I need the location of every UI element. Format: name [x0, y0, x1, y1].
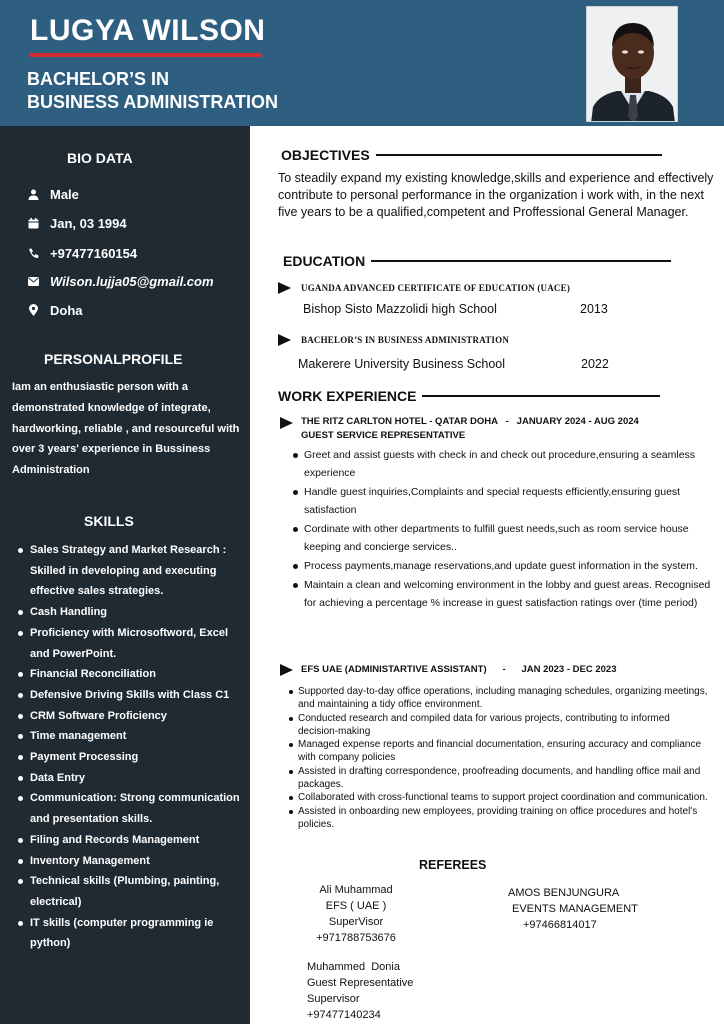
referee-role: SuperVisor [328, 916, 384, 928]
education-qualification: BACHELOR’S IN BUSINESS ADMINISTRATION [301, 335, 510, 345]
bio-birthdate [26, 213, 127, 233]
education-heading-label: EDUCATION [283, 253, 366, 269]
job-ritz-header [280, 415, 639, 443]
referee-name: AMOS BENJUNGURA [508, 887, 620, 899]
duty-item: Assisted in onboarding new employees, providing training on office procedures and hotel's policies. [288, 805, 708, 832]
objectives-text: To steadily expand my existing knowledge,skills and experience and effectively contribute to personal performance in the organization i work with, in the next five years to be a qualified,competent and Proffessional General Manager. [278, 171, 714, 219]
portrait-image [587, 7, 678, 122]
referee-3 [307, 959, 413, 1023]
heading-rule [422, 395, 660, 397]
skill-item: Inventory Management [16, 851, 244, 872]
skill-item: Payment Processing [16, 747, 244, 768]
referee-phone: +971788753676 [316, 932, 396, 944]
skill-item: Sales Strategy and Market Research : Skilled in developing and executing effective sales strategies. [16, 540, 244, 602]
work-experience-heading [278, 388, 660, 404]
degree-line-1: BACHELOR’S IN [27, 69, 170, 89]
education-school: Makerere University Business School [298, 357, 506, 371]
referee-2 [508, 885, 638, 933]
job-title [301, 663, 617, 677]
bio-location [26, 300, 83, 320]
personal-profile-text: Iam an enthusiastic person with a demonstrated knowledge of integrate, hardworking, reliable , and resourceful with over 3 years' experience in Bussiness Administration [12, 381, 240, 477]
bio-gender [26, 184, 79, 204]
duty-item: Cordinate with other departments to fulfill guest needs,such as room service house keeping and concierge services.. [290, 520, 714, 556]
heading-rule [376, 154, 662, 156]
job-position: GUEST SERVICE REPRESENTATIVE [301, 430, 466, 441]
work-experience-heading-label: WORK EXPERIENCE [278, 388, 417, 404]
arrow-bullet-icon [278, 334, 291, 346]
ritz-duties-list [290, 446, 714, 613]
referee-phone: +97466814017 [523, 919, 597, 931]
education-qualification: UGANDA ADVANCED CERTIFICATE OF EDUCATION (UACE) [301, 283, 571, 293]
arrow-bullet-icon [280, 417, 293, 429]
referee-role: Guest Representative [307, 977, 414, 989]
name-underline [30, 53, 262, 57]
job-efs-header [280, 663, 617, 677]
sidebar [0, 126, 250, 1024]
candidate-name: LUGYA WILSON [30, 14, 266, 47]
skill-item: Time management [16, 726, 244, 747]
skill-item: Communication: Strong communication and presentation skills. [16, 788, 244, 829]
gender-value: Male [50, 186, 79, 202]
header-banner [0, 0, 724, 126]
duty-item: Maintain a clean and welcoming environment in the lobby and guest areas. Recognised for achieving a percentage % increase in guest satisfaction ratings over (time period) [290, 576, 714, 612]
skill-item: Data Entry [16, 768, 244, 789]
degree-title [27, 68, 278, 114]
arrow-bullet-icon [278, 282, 291, 294]
job-employer-dates: THE RITZ CARLTON HOTEL - QATAR DOHA - JANUARY 2024 - AUG 2024 [301, 416, 639, 427]
phone-icon [26, 246, 40, 260]
education-school: Bishop Sisto Mazzolidi high School [303, 302, 497, 316]
education-year: 2013 [580, 302, 608, 316]
job-employer-dates: EFS UAE (ADMINISTARTIVE ASSISTANT) - JAN 2023 - DEC 2023 [301, 664, 617, 675]
location-icon [26, 303, 40, 317]
efs-duties-list [288, 685, 708, 831]
education-item-title [278, 334, 509, 346]
duty-item: Supported day-to-day office operations, including managing schedules, organizing meetings, and maintaining a tidy office environment. [288, 685, 708, 712]
heading-rule [371, 260, 671, 262]
birthdate-value: Jan, 03 1994 [50, 215, 127, 231]
referee-organization: EFS ( UAE ) [325, 900, 387, 912]
duty-item: Managed expense reports and financial documentation, ensuring accuracy and compliance with company policies [288, 738, 708, 765]
arrow-bullet-icon [280, 664, 293, 676]
skill-item: CRM Software Proficiency [16, 706, 244, 727]
calendar-icon [26, 216, 40, 230]
education-heading [283, 253, 671, 269]
email-icon [26, 274, 40, 288]
skill-item: Defensive Driving Skills with Class C1 [16, 685, 244, 706]
bio-data-heading: BIO DATA [67, 150, 133, 166]
job-title [301, 415, 639, 443]
objectives-heading [281, 147, 662, 163]
bio-email [26, 271, 214, 291]
education-item-title [278, 282, 570, 294]
referee-name: Muhammed Donia [307, 961, 400, 973]
degree-line-2: BUSINESS ADMINISTRATION [27, 92, 279, 112]
duty-item: Greet and assist guests with check in and check out procedure,ensuring a seamless experience [290, 446, 714, 482]
duty-item: Handle guest inquiries,Complaints and special requests efficiently,ensuring guest satisfaction [290, 483, 714, 519]
location-value: Doha [50, 302, 83, 318]
skill-item: Proficiency with Microsoftword, Excel and PowerPoint. [16, 623, 244, 664]
referee-phone: +97477140234 [307, 1009, 381, 1021]
skill-item: Filing and Records Management [16, 830, 244, 851]
profile-photo [586, 6, 678, 122]
duty-item: Collaborated with cross-functional teams to support project coordination and communication. [288, 791, 708, 804]
referee-name: Ali Muhammad [319, 884, 393, 896]
objectives-heading-label: OBJECTIVES [281, 147, 370, 163]
referees-heading: REFEREES [419, 858, 487, 872]
personal-profile-heading: PERSONALPROFILE [44, 351, 183, 367]
referee-role: EVENTS MANAGEMENT [512, 903, 638, 915]
skill-item: Technical skills (Plumbing, painting, electrical) [16, 871, 244, 912]
duty-item: Assisted in drafting correspondence, proofreading documents, and handling office mail and packages. [288, 765, 708, 792]
education-year: 2022 [581, 357, 609, 371]
referee-title: Supervisor [307, 993, 360, 1005]
skill-item: Cash Handling [16, 602, 244, 623]
skills-list [16, 540, 244, 954]
phone-value[interactable]: +97477160154 [50, 245, 138, 261]
bio-phone [26, 243, 137, 263]
skill-item: Financial Reconciliation [16, 664, 244, 685]
person-icon [26, 187, 40, 201]
duty-item: Conducted research and compiled data for various projects, contributing to informed decision-making [288, 712, 708, 739]
referee-1 [308, 882, 404, 946]
email-value[interactable]: Wilson.lujja05@gmail.com [50, 273, 214, 289]
duty-item: Process payments,manage reservations,and update guest information in the system. [290, 557, 714, 575]
skill-item: IT skills (computer programming ie python) [16, 913, 244, 954]
skills-heading: SKILLS [84, 513, 134, 529]
